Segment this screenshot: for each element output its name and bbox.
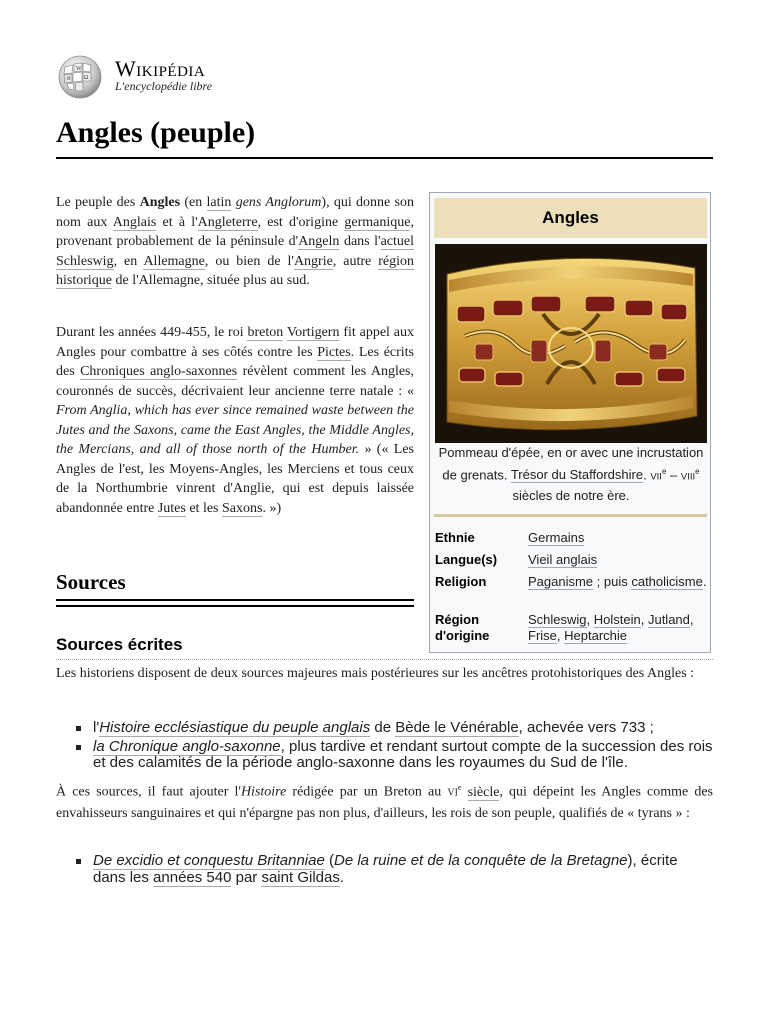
link-chroniques[interactable]: Chroniques anglo-saxonnes — [80, 364, 238, 379]
link-frise[interactable]: Frise — [528, 628, 557, 643]
infobox-caption: Pommeau d'épée, en or avec une incrustation de grenats. Trésor du Staffordshire. VIIe – VIIIe siècles de notre ère. — [438, 445, 704, 504]
link-catholicisme[interactable]: catholicisme — [631, 574, 703, 589]
link-vieil-anglais[interactable]: Vieil anglais — [528, 552, 598, 567]
infobox-value: Schleswig, Holstein, Jutland, Frise, Heptarchie — [528, 612, 694, 643]
intro-paragraph-1: Le peuple des Angles (en latin gens Anglorum), qui donne son nom aux Anglais et à l'Angleterre, est d'origine germanique, provenant probablement de la péninsule d'Angeln dans l'actuel Schleswig, en Allemagne, ou bien de l'Angrie, autre région historique de l'Allemagne, située plus au sud. — [56, 195, 414, 288]
link-tresor-staffordshire[interactable]: Trésor du Staffordshire — [510, 467, 644, 483]
bullet — [76, 745, 81, 750]
link-latin[interactable]: latin — [206, 195, 232, 210]
infobox-label: Religion — [435, 574, 487, 589]
page-title: Angles (peuple) — [56, 116, 256, 149]
svg-text:W: W — [76, 66, 82, 72]
link-schleswig[interactable]: actuel Schleswig — [56, 234, 414, 269]
link-angeln[interactable]: Angeln — [298, 234, 340, 249]
dotted-divider — [56, 659, 713, 660]
bullet — [76, 859, 81, 864]
link-angleterre[interactable]: Angleterre — [197, 214, 258, 230]
link-jutland[interactable]: Jutland — [647, 612, 690, 627]
infobox-label: Langue(s) — [435, 552, 498, 567]
sword-pommel-image[interactable] — [435, 244, 707, 443]
link-jutes[interactable]: Jutes — [157, 500, 186, 516]
sources-paragraph-2: À ces sources, il faut ajouter l'Histoire rédigée par un Breton au VIe siècle, qui dépeint les Angles comme des envahisseurs sanguinaires et qui n'épargne pas non plus, d'ailleurs, les rois de son peuple, qualifiés de « tyrans » : — [56, 783, 713, 821]
link-pictes[interactable]: Pictes — [317, 344, 351, 360]
link-annees-540[interactable]: années 540 — [153, 868, 232, 886]
link-germanique[interactable]: germanique — [344, 214, 411, 230]
link-angrie[interactable]: Angrie — [293, 253, 333, 269]
link-paganisme[interactable]: Paganisme — [528, 574, 594, 589]
link-region-historique[interactable]: région historique — [56, 253, 414, 288]
list-item: l'Histoire ecclésiastique du peuple anglais de Bède le Vénérable, achevée vers 733 ; — [56, 720, 713, 737]
link-heptarchie[interactable]: Heptarchie — [564, 628, 627, 643]
infobox-separator — [434, 514, 707, 517]
sources-heading: Sources — [56, 570, 126, 594]
wikipedia-globe-icon[interactable] — [55, 53, 105, 99]
link-siecle[interactable]: siècle — [467, 784, 500, 800]
infobox-title: Angles — [434, 198, 707, 238]
infobox-value — [528, 530, 708, 546]
list-item: De excidio et conquestu Britanniae (De la ruine et de la conquête de la Bretagne), écrite dans les années 540 par saint Gildas. — [56, 853, 713, 886]
wikipedia-wordmark[interactable]: Wikipédia — [115, 56, 206, 81]
link-breton[interactable]: breton — [247, 325, 284, 340]
title-divider — [56, 157, 713, 159]
infobox-value: Paganisme ; puis catholicisme. — [528, 574, 707, 589]
sources-paragraph-1: Les historiens disposent de deux sources majeures mais postérieures sur les ancêtres protohistoriques des Angles : — [56, 666, 695, 681]
sources-divider-bottom — [56, 605, 414, 607]
link-de-excidio[interactable]: De excidio et conquestu Britanniae — [93, 852, 325, 869]
sources-list-2 — [56, 853, 713, 888]
link-saxons[interactable]: Saxons — [222, 500, 263, 516]
infobox-value — [528, 552, 708, 568]
infobox-label: Région d'origine — [435, 612, 490, 643]
sources-divider-top — [56, 599, 414, 601]
infobox-label: Ethnie — [435, 530, 475, 545]
link-vortigern[interactable]: Vortigern — [286, 325, 340, 340]
link-bede[interactable]: Bède le Vénérable — [395, 719, 519, 736]
link-saint-gildas[interactable]: saint Gildas — [261, 868, 340, 886]
intro-paragraph-2: Durant les années 449-455, le roi breton Vortigern fit appel aux Angles pour combattre à ses côtés contre les Pictes. Les écrits des Chroniques anglo-saxonnes révèlent comment les Angles, couronnés de succès, décrivaient leur ancienne terre natale : « From Anglia, which has ever since remained waste between the Jutes and the Saxons, came the East Angles, the Middle Angles, the Mercians, and all of those north of the Humber. » (« Les Angles de l'est, les Moyens-Angles, les Merciens et tous ceux de la Northumbrie vinrent d'Anglie, qui est depuis laissée abandonnée entre Jutes et les Saxons. ») — [56, 325, 415, 516]
list-item: la Chronique anglo-saxonne, plus tardive et rendant surtout compte de la succession des rois et des calamités de la période anglo-saxonne dans les royaumes du Sud de l'île. — [56, 739, 713, 772]
svg-text:Ω: Ω — [84, 75, 89, 81]
bullet — [76, 726, 81, 731]
link-holstein[interactable]: Holstein — [593, 612, 641, 627]
link-chronique-anglo-saxonne[interactable]: la Chronique anglo-saxonne — [93, 737, 281, 755]
link-allemagne[interactable]: Allemagne — [143, 253, 205, 269]
svg-text:И: И — [67, 77, 71, 82]
link-anglais[interactable]: Anglais — [112, 214, 157, 230]
sources-ecrites-heading: Sources écrites — [56, 635, 183, 654]
sources-list-1 — [56, 720, 713, 774]
wikipedia-tagline: L'encyclopédie libre — [115, 79, 213, 93]
link-histoire-ecclesiastique[interactable]: Histoire ecclésiastique du peuple anglais — [99, 719, 371, 736]
link-schleswig-region[interactable]: Schleswig — [528, 612, 587, 627]
link-germains[interactable]: Germains — [528, 530, 585, 545]
infobox — [429, 192, 711, 653]
